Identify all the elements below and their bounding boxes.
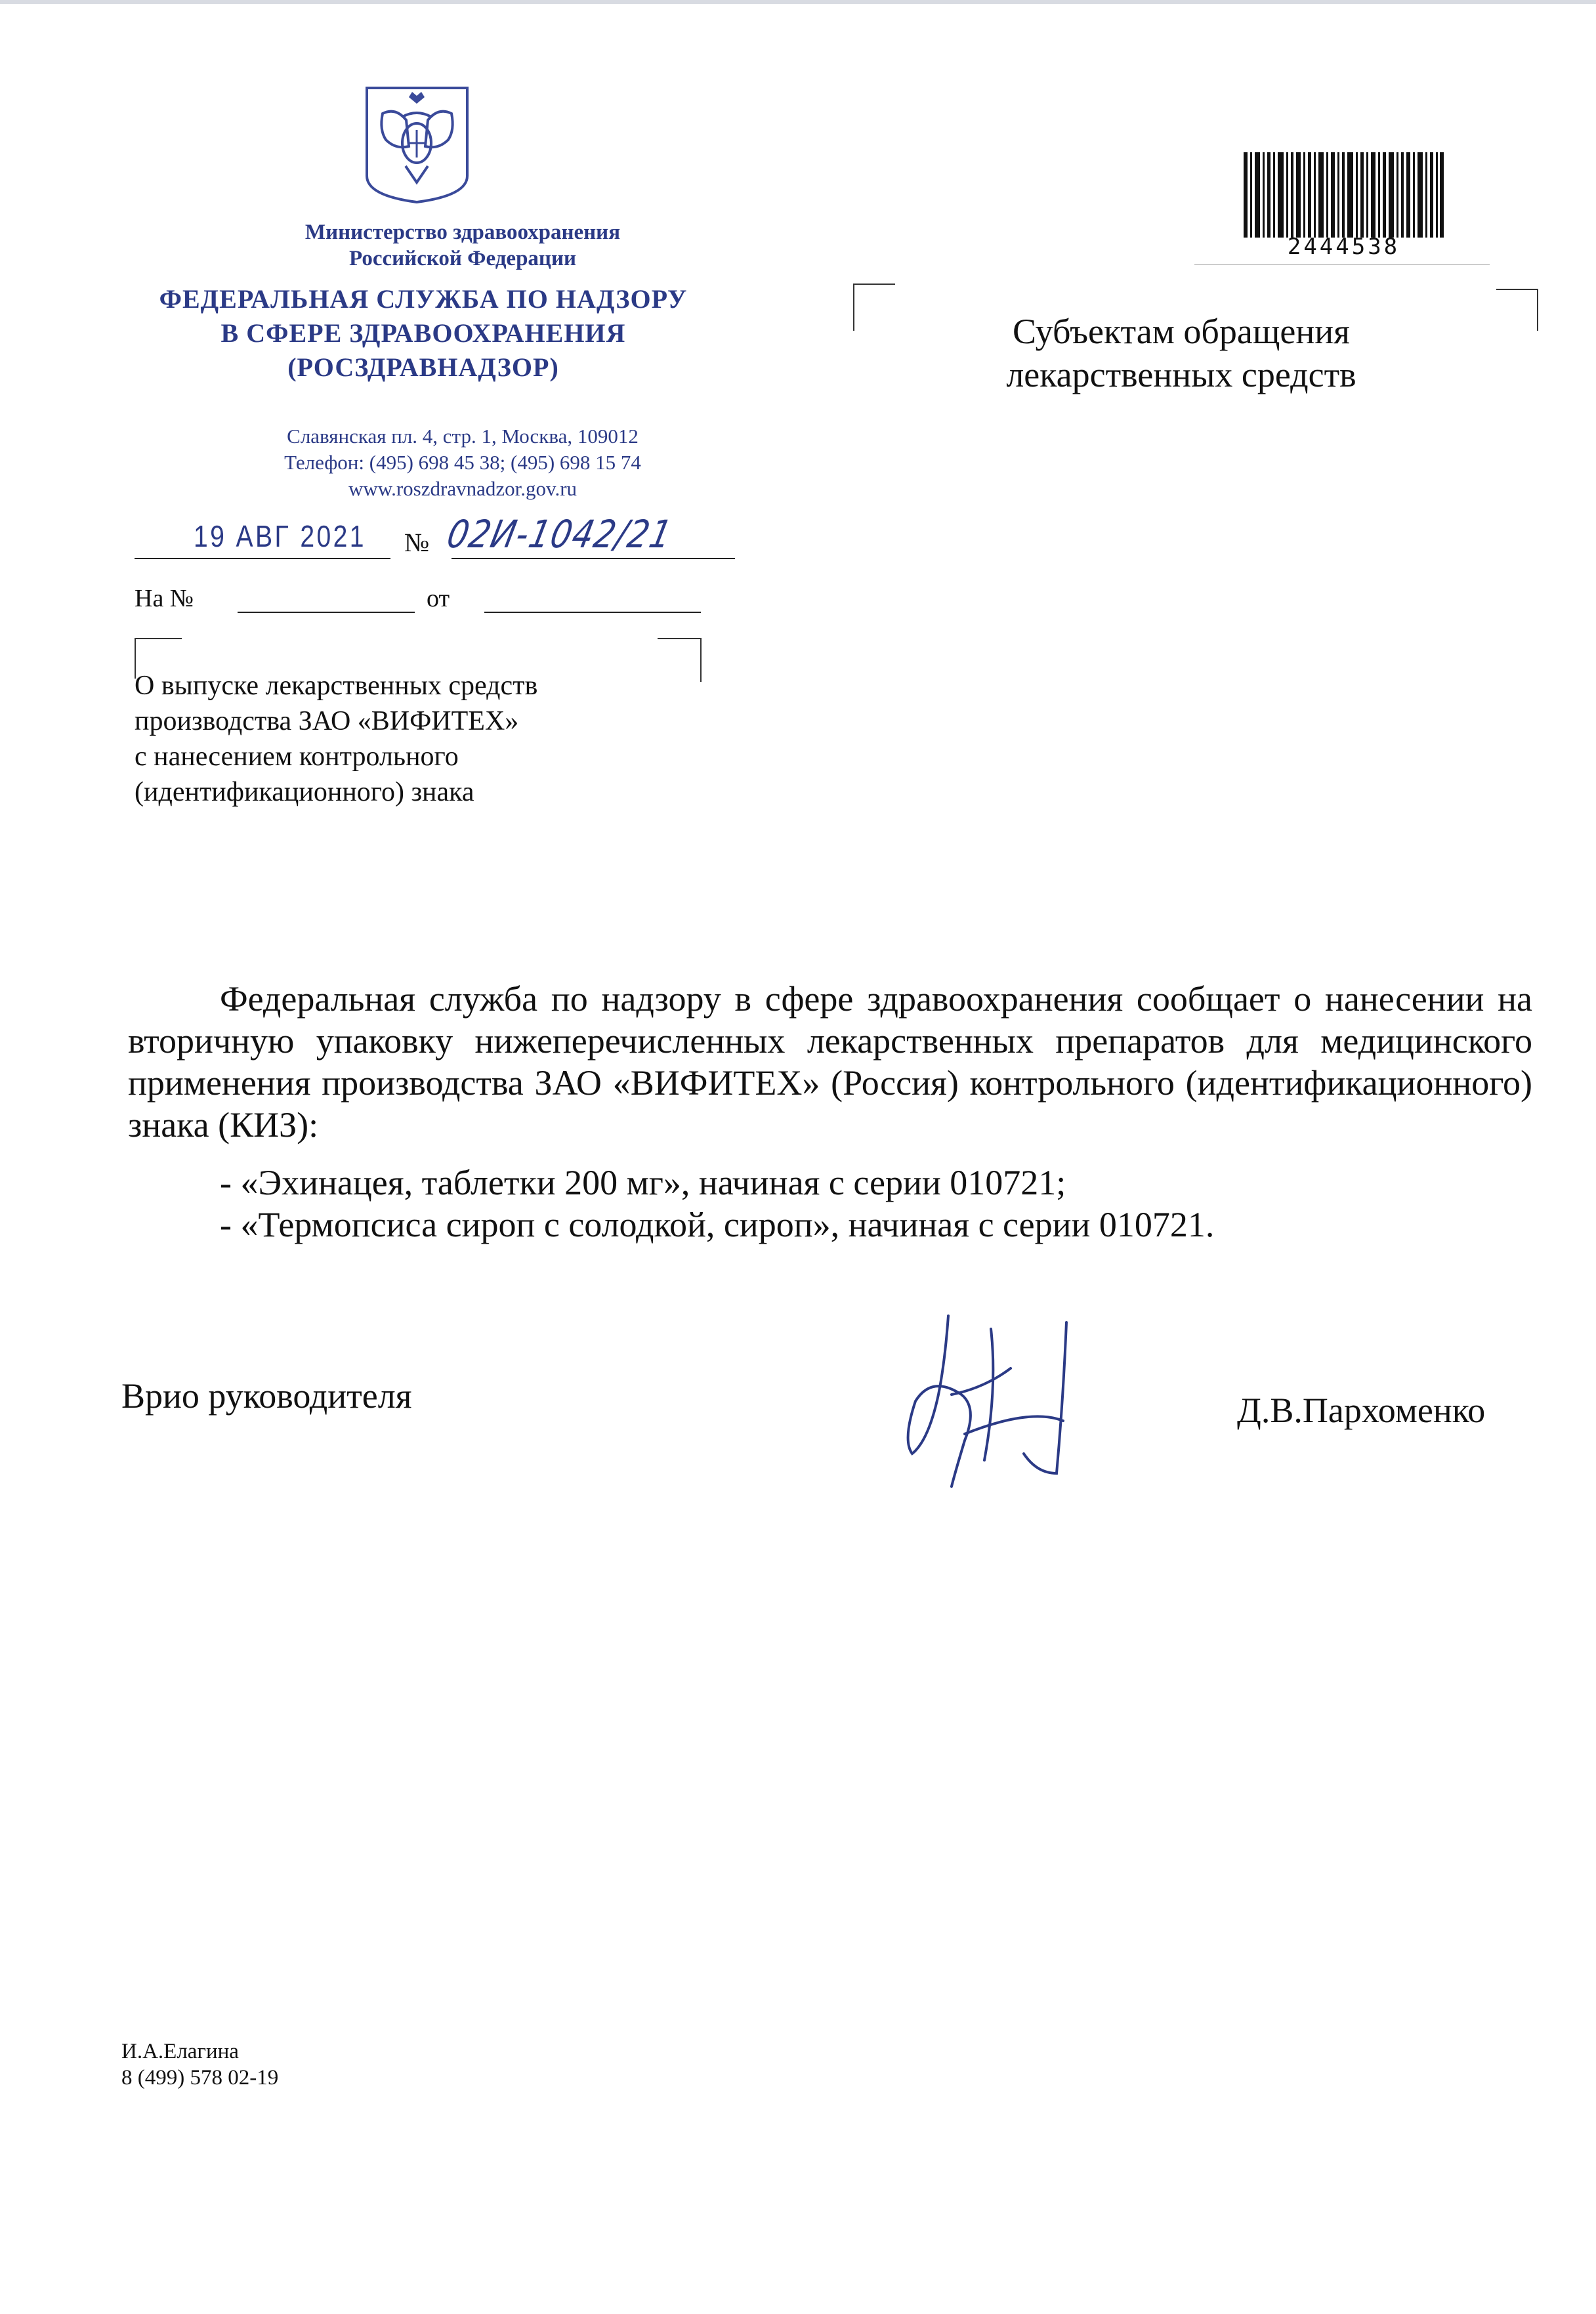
scan-edge	[0, 0, 1596, 4]
addressee-corner-left	[853, 284, 895, 331]
registration-date-stamp: 19 АВГ 2021	[194, 519, 366, 553]
signatory-title: Врио руководителя	[121, 1376, 412, 1416]
address: Славянская пл. 4, стр. 1, Москва, 109012	[287, 425, 639, 448]
barcode-number: 2444538	[1287, 234, 1400, 260]
coat-of-arms-icon	[363, 84, 471, 205]
addressee-line2: лекарственных средств	[1006, 355, 1356, 394]
ministry-name-line1: Министерство здравоохранения	[304, 221, 621, 244]
number-sign: №	[404, 528, 430, 557]
reply-to-underline	[238, 612, 415, 613]
from-label: от	[427, 585, 450, 612]
subject-line1: О выпуске лекарственных средств	[135, 671, 538, 701]
subject-line2: производства ЗАО «ВИФИТЕХ»	[135, 706, 519, 736]
subject-line4: (идентификационного) знака	[135, 777, 474, 807]
barcode-icon	[1244, 152, 1444, 238]
signatory-name: Д.В.Пархоменко	[1237, 1391, 1486, 1430]
subject-corner-right	[658, 638, 702, 682]
service-name-line1: ФЕДЕРАЛЬНАЯ СЛУЖБА ПО НАДЗОРУ	[159, 284, 688, 314]
subject-line3: с нанесением контрольного	[135, 742, 459, 772]
number-underline	[452, 558, 735, 559]
service-name-line2: В СФЕРЕ ЗДРАВООХРАНЕНИЯ	[220, 318, 626, 348]
executor-phone: 8 (499) 578 02-19	[121, 2066, 279, 2090]
list-item: - «Эхинацея, таблетки 200 мг», начиная с серии 010721;	[220, 1163, 1066, 1202]
registration-number: 02И-1042/21	[443, 512, 677, 557]
website: www.roszdravnadzor.gov.ru	[348, 477, 578, 500]
barcode-divider	[1194, 264, 1490, 265]
reply-to-label: На №	[135, 585, 194, 612]
service-name-line3: (РОСЗДРАВНАДЗОР)	[287, 352, 559, 382]
addressee-corner-right	[1496, 289, 1538, 331]
addressee-line1: Субъектам обращения	[1012, 312, 1351, 351]
executor-name: И.А.Елагина	[121, 2040, 239, 2063]
date-underline	[135, 558, 390, 559]
phone: Телефон: (495) 698 45 38; (495) 698 15 74	[284, 451, 641, 474]
from-underline	[484, 612, 701, 613]
list-item: - «Термопсиса сироп с солодкой, сироп», начиная с серии 010721.	[220, 1205, 1215, 1244]
ministry-name-line2: Российской Федерации	[349, 247, 576, 270]
body-paragraph: Федеральная служба по надзору в сфере здравоохранения сообщает о нанесении на вторичную упаковку нижеперечисленных лекарственных препаратов для медицинского применения производства ЗАО «ВИФИТЕХ» (Россия) контрольного (идентификационного) знака (КИЗ):	[128, 979, 1532, 1145]
handwritten-signature-icon	[899, 1303, 1089, 1493]
